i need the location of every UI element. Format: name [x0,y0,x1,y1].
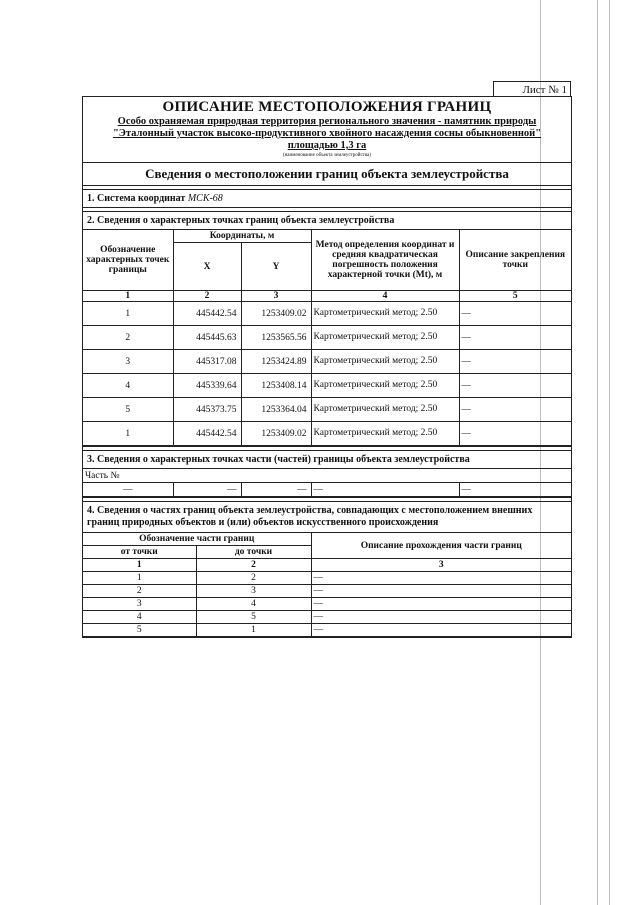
coord-x: 445445.63 [173,326,241,350]
to-point: 1 [196,624,311,637]
fixing-description: — [459,302,571,326]
method: Картометрический метод; 2.50 [311,326,459,350]
col-header-to: до точки [196,546,311,559]
coord-x: 445317.08 [173,350,241,374]
sheet-number: Лист № 1 [493,81,571,97]
points-table [83,230,571,446]
from-point: 3 [83,598,196,611]
coord-y: 1253424.89 [241,350,311,374]
coord-x: 445442.54 [173,422,241,446]
section-4-title: 4. Сведения о частях границ объекта землеустройства, совпадающих с местоположением внешних границ природных объектов и (или) объектов искусственного происхождения [83,502,571,533]
empty-cell: — [241,483,311,497]
coord-x: 445442.54 [173,302,241,326]
method: Картометрический метод; 2.50 [311,398,459,422]
object-line-1: Особо охраняемая природная территория регионального значения - памятник природы [117,116,537,127]
scan-edge-line [609,0,610,905]
passage-description: — [311,624,571,637]
col-number: 3 [311,559,571,572]
col-number: 3 [241,291,311,302]
section-3-title: 3. Сведения о характерных точках части (частей) границы объекта землеустройства [83,451,571,469]
boundary-description-form [82,96,572,638]
scan-edge-line [597,0,598,905]
coord-y: 1253409.02 [241,302,311,326]
table-row [83,398,571,422]
col-header-fixing: Описание закрепления точки [459,230,571,291]
col-number: 4 [311,291,459,302]
passage-description: — [311,572,571,585]
point-id: 2 [83,326,173,350]
fixing-description: — [459,422,571,446]
boundary-parts-table [83,533,571,637]
fixing-description: — [459,374,571,398]
col-header-from: от точки [83,546,196,559]
empty-cell: — [83,483,173,497]
to-point: 4 [196,598,311,611]
coord-y: 1253409.02 [241,422,311,446]
empty-cell: — [311,483,459,497]
object-line-2: "Эталонный участок высоко-продуктивного хвойного насаждения сосны обыкновенной" [112,128,542,139]
empty-cell: — [173,483,241,497]
passage-description: — [311,585,571,598]
point-id: 1 [83,422,173,446]
page-title: ОПИСАНИЕ МЕСТОПОЛОЖЕНИЯ ГРАНИЦ [162,99,492,115]
object-area: площадью 1,3 га [287,140,367,151]
col-header-point: Обозначение характерных точек границы [83,230,173,291]
section-1-coordinate-system [83,190,571,208]
method: Картометрический метод; 2.50 [311,350,459,374]
coordinate-system-value: МСК-68 [187,193,223,204]
coord-x: 445373.75 [173,398,241,422]
passage-description: — [311,598,571,611]
col-number: 1 [83,291,173,302]
table-row [83,350,571,374]
from-point: 4 [83,611,196,624]
section-2-title: 2. Сведения о характерных точках границ объекта землеустройства [83,212,571,230]
col-header-method: Метод определения координат и средняя квадратическая погрешность положения характерной точки (Мt), м [311,230,459,291]
table-row [83,572,571,585]
table-row [83,598,571,611]
from-point: 1 [83,572,196,585]
table-row [83,611,571,624]
point-id: 1 [83,302,173,326]
form-subtitle: Сведения о местоположении границ объекта землеустройства [83,163,571,186]
table-row [83,483,571,497]
coord-y: 1253408.14 [241,374,311,398]
coord-y: 1253364.04 [241,398,311,422]
from-point: 5 [83,624,196,637]
table-row [83,624,571,637]
empty-cell: — [459,483,571,497]
col-number: 1 [83,559,196,572]
table-row [83,374,571,398]
coord-y: 1253565.56 [241,326,311,350]
col-header-designation: Обозначение части границ [83,533,311,546]
form-header [83,97,571,163]
object-caption: (наименование объекта землеустройства) [282,153,372,158]
point-id: 4 [83,374,173,398]
method: Картометрический метод; 2.50 [311,302,459,326]
table-row [83,422,571,446]
point-id: 5 [83,398,173,422]
table-row [83,326,571,350]
col-number: 5 [459,291,571,302]
col-header-y: Y [241,243,311,291]
part-number-label: Часть № [83,469,571,483]
method: Картометрический метод; 2.50 [311,374,459,398]
col-header-coords: Координаты, м [173,230,311,243]
table-row [83,302,571,326]
point-id: 3 [83,350,173,374]
to-point: 2 [196,572,311,585]
method: Картометрический метод; 2.50 [311,422,459,446]
fixing-description: — [459,398,571,422]
fixing-description: — [459,326,571,350]
to-point: 3 [196,585,311,598]
table-row [83,585,571,598]
section-1-label: 1. Система координат [87,193,186,204]
passage-description: — [311,611,571,624]
fixing-description: — [459,350,571,374]
part-points-table [83,469,571,497]
col-header-x: X [173,243,241,291]
col-header-passage: Описание прохождения части границ [311,533,571,559]
to-point: 5 [196,611,311,624]
from-point: 2 [83,585,196,598]
col-number: 2 [173,291,241,302]
col-number: 2 [196,559,311,572]
coord-x: 445339.64 [173,374,241,398]
